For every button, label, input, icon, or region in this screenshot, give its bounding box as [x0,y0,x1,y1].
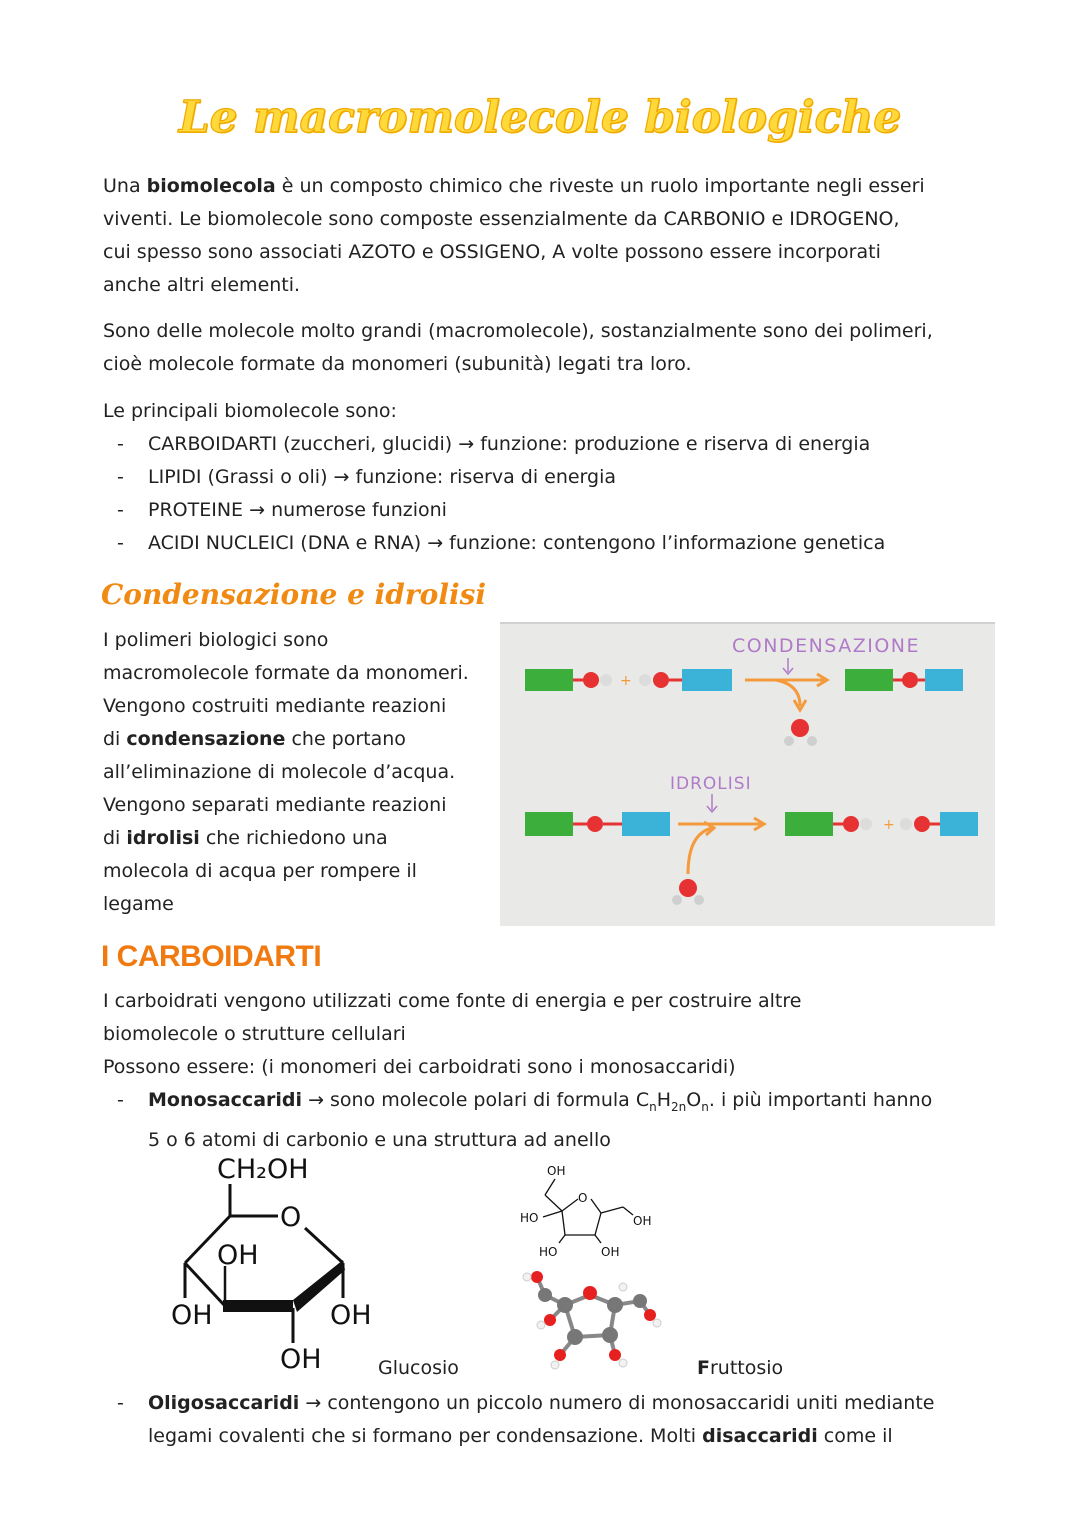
biomolecule-list-block [103,395,885,560]
water-hydrogen [672,895,682,905]
green-monomer-block [525,812,573,836]
water-hydrogen [694,895,704,905]
water-oxygen [679,879,697,897]
hydrogen-atom [639,674,651,686]
glucose-ring-oxygen: O [280,1202,302,1233]
oligosaccharides-line-2: legami covalenti che si formano per condensazione. Molti disaccaridi come il [148,1425,893,1447]
section-title-carbohydrates: I CARBOIDARTI [101,940,322,973]
oxygen-atom [914,816,930,832]
glucose-oh-label: OH [217,1240,259,1271]
blue-monomer-block [925,669,963,691]
oligosaccharides-term: Oligosaccaridi [148,1392,300,1414]
intro-line-1: Una biomolecola è un composto chimico che riveste un ruolo importante negli esseri [103,175,925,197]
glucose-oh-label: OH [330,1300,372,1331]
reaction-drawing [500,624,995,924]
glucose-oh-label: OH [171,1300,213,1331]
intro-line-3: cui spesso sono associati AZOTO e OSSIGENO, A volte possono essere incorporati [103,241,881,263]
water-hydrogen [784,736,794,746]
oligosaccharides-item [103,1387,935,1453]
biomolecola-term: biomolecola [146,175,276,197]
monosaccharides-item [103,1084,932,1157]
section-title-condensation: Condensazione e idrolisi [101,578,486,611]
blue-monomer-block [622,812,670,836]
oxygen-atom [587,816,603,832]
hydrogen-atom [600,674,612,686]
glucose-structure [165,1148,385,1378]
condensation-label: CONDENSAZIONE [732,635,920,657]
plus-sign: + [620,673,632,689]
page-title: Le macromolecole biologiche [178,92,902,143]
green-monomer-block [845,669,893,691]
blue-monomer-block [682,669,732,691]
green-monomer-block [785,812,833,836]
fructose-caption: Fruttosio [697,1357,784,1379]
oxygen-atom [653,672,669,688]
condensazione-term: condensazione [126,728,286,750]
fructose-ring-oxygen: O [578,1191,588,1205]
blue-monomer-block [940,812,978,836]
list-item: - Oligosaccaridi → contengono un piccolo numero di monosaccaridi uniti mediante [103,1387,935,1420]
intro-line-2: viventi. Le biomolecole sono composte essenzialmente da CARBONIO e IDROGENO, [103,208,900,230]
list-item: - LIPIDI (Grassi o oli) → funzione: riserva di energia [103,461,885,494]
water-oxygen [791,719,809,737]
hydrogen-atom [860,818,872,830]
water-input-arrow [688,828,712,874]
list-item: - PROTEINE → numerose funzioni [103,494,885,527]
fructose-oh-label: OH [601,1245,620,1259]
fructose-ho-label: HO [539,1245,558,1259]
oxygen-atom [843,816,859,832]
glucose-bold-bond [223,1300,293,1312]
oxygen-atom [902,672,918,688]
intro-paragraph [103,170,925,302]
fructose-structure [515,1155,665,1265]
monosaccharides-line-2: 5 o 6 atomi di carbonio e una struttura ad anello [148,1128,611,1151]
fructose-oh-label: OH [547,1164,566,1178]
intro-line-4: anche altri elementi. [103,274,301,296]
oxygen-atom [583,672,599,688]
condensation-hydrolysis-diagram [500,622,995,926]
fructose-ball-stick-model [515,1265,665,1375]
fructose-oh-label: OH [633,1214,652,1228]
biomolecule-list [103,428,885,560]
glucose-oh-label: OH [280,1344,322,1375]
water-hydrogen [807,736,817,746]
condensation-text: I polimeri biologici sono macromolecole formate da monomeri. Vengono costruiti mediante reazioni di condensazione che portano all’eliminazione di molecole d’acqua. Vengono separati mediante reazioni di idrolisi che richiedono una molecola di acqua per rompere il legame [103,629,469,915]
fructose-3d-model [515,1265,665,1375]
glucose-caption: Glucosio [378,1357,459,1379]
glucose-ch2oh-label: CH₂OH [217,1154,309,1185]
polymer-paragraph: Sono delle molecole molto grandi (macromolecole), sostanzialmente sono dei polimeri, cioè molecole formate da monomeri (subunità) legati tra loro. [103,320,933,375]
hydrolysis-label: IDROLISI [670,774,752,794]
carbohydrates-intro: I carboidrati vengono utilizzati come fonte di energia e per costruire altre biomolecole o strutture cellulari Possono essere: (i monomeri dei carboidrati sono i monosaccaridi) [103,990,802,1078]
idrolisi-term: idrolisi [126,827,200,849]
green-monomer-block [525,669,573,691]
glucose-ring-drawing [165,1148,385,1378]
list-intro: Le principali biomolecole sono: [103,400,397,422]
fructose-ring-drawing [515,1155,665,1265]
list-item: - ACIDI NUCLEICI (DNA e RNA) → funzione: contengono l’informazione genetica [103,527,885,560]
disaccharides-term: disaccaridi [702,1425,818,1447]
fructose-ho-label: HO [520,1211,539,1225]
monosaccharides-term: Monosaccaridi [148,1089,303,1111]
list-item: - CARBOIDARTI (zuccheri, glucidi) → funzione: produzione e riserva di energia [103,428,885,461]
hydrogen-atom [900,818,912,830]
plus-sign: + [883,817,895,833]
list-item: - Monosaccaridi → sono molecole polari di formula $C_nH_{2n}O_n$. i più importanti hanno [103,1084,932,1124]
